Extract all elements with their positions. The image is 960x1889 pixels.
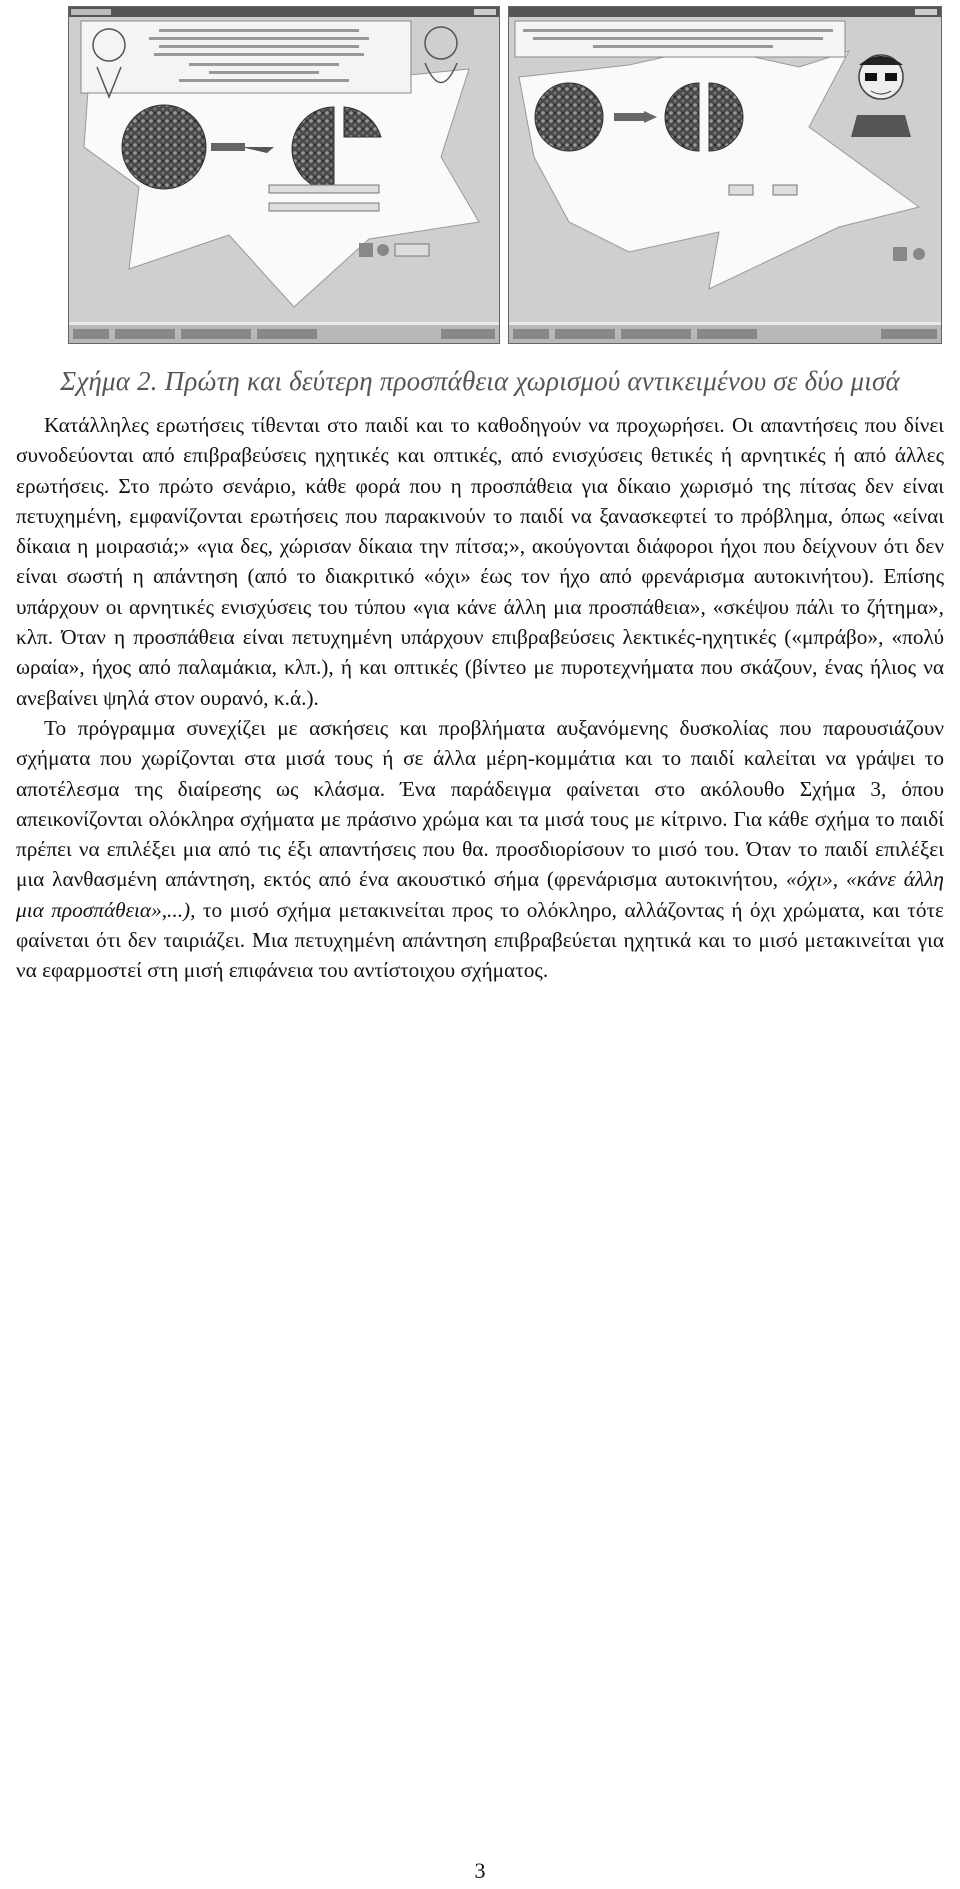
figure-2-screenshots <box>68 6 940 342</box>
paragraph-1: Κατάλληλες ερωτήσεις τίθενται στο παιδί και το καθοδηγούν να προχωρήσει. Οι απαντήσεις που δίνει συνοδεύονται από επιβραβεύσεις ηχητικές και οπτικές, από ενισχύσεις θετικές ή αρνητικές ή από άλλες ερωτήσεις. Στο πρώτο σενάριο, κάθε φορά που η προσπάθεια για δίκαιο χωρισμό της πίτσας δεν είναι πετυχημένη, εμφανίζονται ερωτήσεις που παρακινούν το παιδί να ξανασκεφτεί το πρόβλημα, όπως «είναι δίκαια η μοιρασιά;» «για δες, χώρισαν δίκαια την πίτσα;», ακούγονται διάφοροι ήχοι που δείχνουν ότι δεν είναι σωστή η απάντηση (από το διακριτικό «όχι» έως τον ήχο από φρενάρισμα αυτοκινήτου). Επίσης υπάρχουν οι αρνητικές ενισχύσεις του τύπου «για κάνε άλλη μια προσπάθεια», «σκέψου πάλι το ζήτημα», κλπ. Όταν η προσπάθεια είναι πετυχημένη υπάρχουν επιβραβεύσεις λεκτικές-ηχητικές («μπράβο», «πολύ ωραία», ήχος από παλαμάκια, κλπ.), ή και οπτικές (βίντεο με πυροτεχνήματα που σκάζουν, ένας ήλιος να ανεβαίνει ψηλά στον ουρανό, κ.ά.). <box>16 413 944 710</box>
first-attempt-scene <box>69 7 499 343</box>
paragraph-2-part-1: Το πρόγραμμα συνεχίζει με ασκήσεις και προβλήματα αυξανόμενης δυσκολίας που παρουσιάζουν σχήματα που χωρίζονται στα μισά τους ή σε άλλα μέρη-κομμάτια και το παιδί καλείται να γράψει το αποτέλεσμα της διαίρεσης ως κλάσμα. Ένα παράδειγμα φαίνεται στο ακόλουθο Σχήμα 3, όπου απεικονίζονται ολόκληρα σχήματα με πράσινο χρώμα και τα μισά τους με κίτρινο. Για κάθε σχήμα το παιδί πρέπει να επιλέξει μια από τις έξι απαντήσεις που θα. προσδιορίσουν το μισό του. Όταν το παιδί επιλέξει μια λανθασμένη απάντηση, εκτός από ένα ακουστικό σήμα (φρενάρισμα αυτοκινήτου, <box>16 715 944 892</box>
screenshot-second-attempt <box>508 6 942 344</box>
paragraph-2-part-2: το μισό σχήμα μετακινείται προς το ολόκληρο, αλλάζοντας ή όχι χρώματα, και τότε φαίνεται ότι δεν ταιριάζει. Μια πετυχημένη απάντηση επιβραβεύεται ηχητικά και το μισό μετακινείται για να εφαρμοστεί στη μισή επιφάνεια του αντίστοιχου σχήματος. <box>16 897 944 983</box>
second-attempt-scene <box>509 7 941 343</box>
page-number: 3 <box>474 1858 486 1883</box>
screenshot-first-attempt <box>68 6 500 344</box>
paragraph-2 <box>16 713 944 986</box>
body-text <box>16 410 944 986</box>
figure-caption: Σχήμα 2. Πρώτη και δεύτερη προσπάθεια χωρισμού αντικειμένου σε δύο μισά <box>60 366 900 396</box>
paragraph-2-italic-quote: «όχι», «κάνε άλλη μια προσπάθεια»,...), <box>16 867 944 922</box>
